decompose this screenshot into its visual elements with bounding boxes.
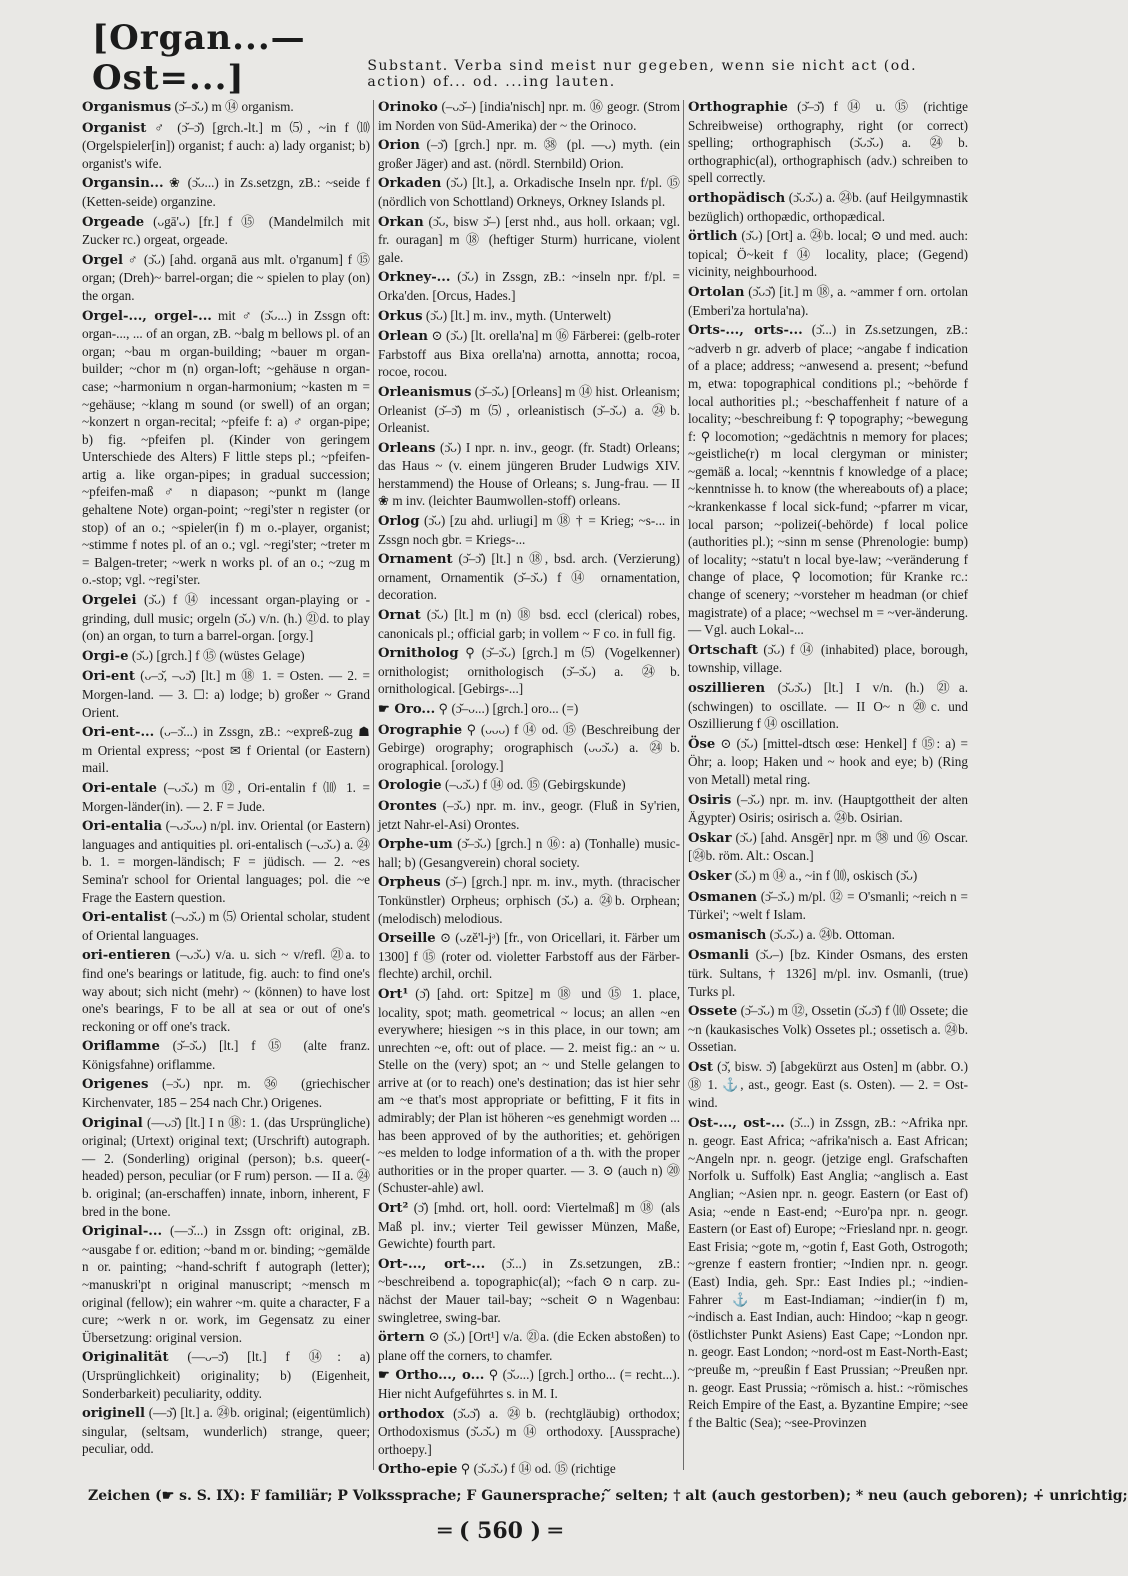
dictionary-entry: [82, 174, 370, 210]
entry-definition: ⚲ (ɔ̆–ɔ̆ᴗ) [grch.] m ⑸ (Vogelkenner) ornithologist; ornithologisch (ɔ̆–ɔ̆ᴗ) a. ㉔b. ornithological. [Gebirgs-...]: [378, 645, 680, 697]
entry-headword: ☛ Oro...: [378, 702, 436, 717]
dictionary-entry: [82, 1075, 370, 1111]
entry-definition: (ɔ̆ᴗ) [lt.] m (n) ⑱ bsd. eccl (clerical) robes, canonicals pl.; official garb; in vollem ~ F co. in full fig.: [378, 607, 680, 641]
dictionary-entry: [378, 327, 680, 381]
entry-headword: Ost: [688, 1059, 714, 1075]
dictionary-entry: [378, 700, 680, 719]
dictionary-entry: [688, 98, 968, 187]
entry-definition: (ɔ̆ᴗɔ̆) [it.] m ⑱, a. ~ammer f orn. ortolan (Emberi'za hortula'na).: [688, 283, 968, 318]
entry-headword: Orthographie: [688, 100, 788, 115]
entry-definition: (ɔ̆–ɔ̆ᴗ) [Orleans] m ⑭ hist. Orleanism; Orleanist (ɔ̆–ɔ̆) m ⑸, orleanistisch (ɔ̆–ɔ̆ᴗ) a. ㉔b. Orleanist.: [378, 383, 680, 436]
entry-definition: (ɔ̆ᴗ) m ⑭ a., ~in f ⑽, oskisch (ɔ̆ᴗ): [731, 867, 918, 883]
entry-headword: Orkus: [378, 308, 423, 324]
entry-definition: (ɔ̆ᴗɔ̆) a. ㉔b. (rechtgläubig) orthodox; Orthodoxismus (ɔ̆ᴗɔ̆ᴗ) m ⑭ orthodoxy. [Aussprache) orthoepy.]: [378, 1405, 680, 1457]
entry-definition: (–ᴗɔ̆ᴗᴗ) n/pl. inv. Oriental (or Eastern) languages and antiquities pl. ori-entalisch (–ᴗɔ̆ᴗ) a. ㉔b. 1. = morgen-ländisch; F = jüdisch. — 2. ~es Semina'r school for Oriental languages; pol. die ~e Frage the Eastern question.: [82, 818, 370, 905]
entry-definition: (ɔ̆...) in Zs.setzungen, zB.: ~adverb n gr. adverb of place; ~angabe f indication of a place; address; ~anwesend a. present; ~befund m, etwa: topographical conditions pl.; ~behörde f local authorities pl.; ~beschaffenheit f nature of a locality; ~beschreibung f: ⚲ topography; ~bewegung f: ⚲ locomotion; ~gedächtnis n memory for places; ~geistliche(r) m local clergyman or minister; ~gemäß a. local; ~kenntnis f knowledge of a place; ~kenntnisse h. to know (the whereabouts of) a place; ~krankenkasse f local sick-fund; ~pfarrer m vicar, local parson; ~polizei(-behörde) f local police (authorities pl.); ~sinn m sense (Phrenologie: bump) of locality; ~statu't n local bye-law; ~veränderung f change of place, ⚲ locomotion; für Kranke rc.: change of scenery; ~vorsteher m headman (or chief magistrate) of a place; ~wechsel m = ~ver-änderung. — Vgl. auch Lokal-...: [688, 322, 968, 638]
dictionary-entry: [82, 723, 370, 777]
entry-definition: (–ᴗɔ̆–) [india'nisch] npr. m. ⑯ geogr. (Strom im Norden von Süd-Amerika) der ~ the Orinoco.: [378, 99, 680, 133]
entry-definition: (––ᴗ–ɔ̆) [lt.] f ⑭: a) (Ursprünglichkeit) originality; b) (Eigenheit, Sonderbarkeit) peculiarity, oddity.: [82, 1349, 370, 1401]
entry-definition: (ɔ̆ᴗ–) [bz. Kinder Osmans, des ersten türk. Sultans, † 1326] m/pl. inv. Osmanli, (true) Turks pl.: [688, 947, 968, 999]
dictionary-entry: [378, 512, 680, 548]
entry-definition: mit ♂ (ɔ̆ᴗ...) in Zssgn oft: organ-..., ... of an organ, zB. ~balg m bellows pl. of an organ; ~bau m organ-building; ~bauer m organ-builder; ~chor m (n) organ-loft; ~gehäuse n organ-case; ~harmonium n organ-harmonium; ~kasten m = ~gehäuse; ~klang m sound (or swell) of an organ; ~konzert n organ-recital; ~pfeife f: a) ♂ organ-pipe; b) fig. ~pfeifen pl. (Kinder von geringem Unterschiede des Alters) F little steps pl.; ~pfeifen-artig a. like organ-pipes; in gradual succession; ~pfeifen-maß ♂ n diapason; ~punkt m (lange gehaltene Note) organ-point; ~regi'ster n register (or stop) of an o.; ~spieler(in f) m o.-player, organist; ~stimme f notes pl. of an o.; vgl. ~regi'ster; ~treter m = Balgen-treter; ~werk n works pl. of an o.; ~zug m o.-stop; vgl. ~regi'ster.: [82, 307, 370, 588]
entry-headword: Ost-..., ost-...: [688, 1115, 785, 1131]
entry-definition: (–ᴗɔ̆ᴗ) v/a. u. sich ~ v/refl. ㉑a. to find one's bearings or latitude, fig. auch: to find one's way about; sich nicht (mehr) ~ (können) to have lost one's bearings, F to be all at sea or out of one's reckoning or off one's track.: [82, 947, 370, 1034]
column-divider: [373, 100, 374, 1470]
entry-definition: (ɔ̆) [ahd. ort: Spitze] m ⑱ und ⑮ 1. place, locality, spot; math. geometrical ~ locus; an allen ~en everywhere; hiesigen ~s in this place, in our town; am unrechten ~e, oft: out of place. — 2. meist fig.: an ~ u. Stelle on the (very) spot; an ~ und Stelle gelangen to arrive at (or to reach) one's destination; das ist hier sehr am ~e that's most appropriate or befitting, F it fits in admirably; der Plan ist höheren ~es genehmigt worden ... has been approved of by the authorities; et. gehörigen ~es melden to lodge information of a th. with the proper authorities or in the proper quarter. — 3. ⊙ (auch n) ⑳ (Schuster-ahle) awl.: [378, 985, 680, 1196]
column-3: [688, 98, 968, 1478]
entry-definition: (ɔ̆ᴗɔ̆ᴗ) a. ㉔b. (auf Heilgymnastik bezüglich) orthopædic, orthopædical.: [688, 189, 968, 224]
entry-headword: Ori-entalist: [82, 910, 168, 926]
dictionary-entry: [688, 888, 968, 924]
entry-definition: (ɔ̆–ɔ̆ᴗ) m ⑫, Ossetin (ɔ̆ᴗɔ̆) f ⑽ Ossete; die ~n (kaukasisches Volk) Ossetes pl.; ossetisch a. ㉔b. Ossetian.: [688, 1003, 968, 1055]
entry-headword: Öse: [688, 736, 716, 752]
entry-definition: (–ɔ̆) [grch.] npr. m. ㊳ (pl. ––ᴗ) myth. (ein großer Jäger) and ast. (nördl. Sternbild) Orion.: [378, 137, 680, 171]
dictionary-entry: [688, 189, 968, 225]
entry-headword: Orologie: [378, 778, 442, 794]
entry-headword: osmanisch: [688, 927, 767, 943]
entry-definition: (––ᴗɔ̆) [lt.] I n ⑱: 1. (das Ursprüngliche) original; (Urtext) original text; (Urschrift) autograph. — 2. (Sonderling) original (person); b.s. queer(-headed) person, peculiar (or F rum) person. — II a. ㉔b. original; (an-erschaffen) innate, inborn, inherent, F bred in the bone.: [82, 1114, 370, 1219]
dictionary-entry: [378, 1328, 680, 1364]
entry-definition: (ɔ̆ᴗ) [Ort] a. ㉔b. local; ⊙ und med. auch: topical; Ö~keit f ⑭ locality, place; (Gegend) vicinity, neighbourhood.: [688, 228, 968, 280]
entry-headword: Osmanli: [688, 948, 750, 964]
dictionary-entry: [82, 779, 370, 815]
entry-definition: (ɔ̆ᴗ) in Zssgn, zB.: ~inseln npr. f/pl. = Orka'den. [Orcus, Hades.]: [378, 269, 680, 303]
entry-headword: Orleans: [378, 440, 436, 456]
entry-definition: (ɔ̆ᴗɔ̆ᴗ) a. ㉔b. Ottoman.: [766, 926, 895, 942]
dictionary-entry: [378, 1199, 680, 1253]
entry-definition: ⚲ (ᴗᴗᴗ) f ⑭ od. ⑮ (Beschreibung der Gebirge) orography; orographisch (ᴗᴗɔ̆ᴗ) a. ㉔b. orographical. [orology.]: [378, 721, 680, 773]
entry-headword: Oskar: [688, 830, 732, 846]
entry-definition: (ɔ̆ᴗɔ̆ᴗ) [lt.] I v/n. (h.) ㉑a. (schwingen) to oscillate. — II O~ n ⑳c. und Oszillierung f ⑭ oscillation.: [688, 680, 968, 732]
entry-headword: Originalität: [82, 1350, 169, 1366]
entry-definition: (ɔ̆ᴗ) [grch.] f ⑮ (wüstes Gelage): [128, 647, 305, 663]
symbol-legend: Zeichen (☛ s. S. IX): F familiär; P Volkssprache; F Gaunersprache; ᷉ selten; † alt (auch gestorben); * neu (auch geboren); +̇ unrichtig;: [88, 1488, 1128, 1504]
dictionary-entry: [378, 776, 680, 795]
entry-headword: Ori-ent: [82, 669, 135, 685]
entry-headword: Ort¹: [378, 986, 409, 1002]
entry-headword: Orgeade: [82, 214, 145, 230]
entry-definition: ❀ (ɔ̆ᴗ...) in Zs.setzgn, zB.: ~seide f (Ketten-seide) organzine.: [82, 175, 370, 209]
entry-headword: Organsin...: [82, 176, 164, 192]
entry-headword: Ori-ent-...: [82, 725, 155, 741]
entry-headword: ☛ Ortho..., o...: [378, 1368, 485, 1384]
entry-headword: örtern: [378, 1330, 425, 1346]
entry-headword: Orlog: [378, 514, 420, 530]
entry-definition: (ɔ̆–ɔ̆ᴗ) [lt.] f ⑮ (alte franz. Königsfahne) oriflamme.: [82, 1038, 370, 1072]
entry-definition: ⊙ (ɔ̆ᴗ) [Ort¹] v/a. ㉑a. (die Ecken abstoßen) to plane off the corners, to chamfer.: [378, 1329, 680, 1363]
dictionary-entry: [378, 1255, 680, 1326]
entry-headword: Orgi-e: [82, 648, 129, 664]
dictionary-entry: [82, 251, 370, 305]
entry-headword: orthopädisch: [688, 190, 786, 206]
entry-headword: orthodox: [378, 1406, 445, 1422]
dictionary-entry: [378, 721, 680, 775]
dictionary-entry: [688, 679, 968, 733]
entry-headword: Orkney-...: [378, 270, 451, 286]
entry-headword: Ornat: [378, 608, 421, 624]
running-head: [Organ...—Ost=...]: [92, 18, 306, 98]
dictionary-entry: [688, 283, 968, 319]
dictionary-entry: [378, 606, 680, 642]
entry-definition: (ɔ̆ᴗ) [zu ahd. urliugi] m ⑱ † = Krieg; ~s-... in Zssgn noch gbr. = Kriegs-...: [378, 513, 680, 547]
entry-headword: originell: [82, 1406, 145, 1422]
dictionary-entry: [82, 908, 370, 944]
entry-definition: ⊙ (ɔ̆ᴗ) [lt. orella'na] m ⑯ Färberei: (gelb-roter Farbstoff aus Bixa orella'na) arnotta, annotta; rocoa, rocoe, rocou.: [378, 328, 680, 380]
entry-headword: Ossete: [688, 1004, 738, 1020]
dictionary-entry: [378, 929, 680, 983]
entry-headword: Orinoko: [378, 100, 438, 115]
entry-definition: (–ᴗɔ̆ᴗ) m ⑫, Ori-entalin f ⑽ 1. = Morgen-länder(in). — 2. F = Jude.: [82, 779, 370, 814]
dictionary-entry: [378, 268, 680, 304]
entry-definition: (–ɔ̆ᴗ) npr. m. inv., geogr. (Fluß in Sy'rien, jetzt Nahr-el-Asi) Orontes.: [378, 797, 680, 832]
entry-headword: Orleanismus: [378, 384, 472, 400]
entry-definition: ⚲ (ɔ̆–ᴗ...) [grch.] oro... (=): [435, 701, 579, 716]
entry-headword: Orts-..., orts-...: [688, 323, 803, 339]
entry-definition: (ɔ̆–) [grch.] npr. m. inv., myth. (thracischer Tonkünstler) Orpheus; orphisch (ɔ̆ᴗ) a. ㉔b. Orphean; (melodisch) melodious.: [378, 874, 680, 926]
dictionary-entry: [82, 98, 370, 117]
dictionary-entry: [688, 1058, 968, 1112]
dictionary-entry: [82, 1037, 370, 1073]
dictionary-entry: [378, 213, 680, 267]
dictionary-entry: [378, 985, 680, 1197]
entry-headword: Oriflamme: [82, 1039, 160, 1055]
dictionary-entry: [378, 835, 680, 871]
entry-definition: ⚲ (ɔ̆ᴗ...) [grch.] ortho... (= recht...). Hier nicht Aufgeführtes s. in M. I.: [378, 1367, 680, 1401]
entry-headword: Osiris: [688, 792, 732, 808]
dictionary-entry: [688, 946, 968, 1000]
entry-headword: Organist: [82, 120, 147, 136]
entry-headword: Orgel-..., orgel-...: [82, 308, 212, 324]
entry-definition: (ᴗgā'ᴗ) [fr.] f ⑮ (Mandelmilch mit Zucker rc.) orgeat, orgeade.: [82, 213, 370, 248]
entry-definition: (ɔ̆ᴗ) [ahd. Ansgēr] npr. m ㊳ und ⑯ Oscar. [㉔b. röm. Alt.: Oscan.]: [688, 829, 968, 864]
dictionary-entry: [378, 550, 680, 604]
entry-headword: Orkaden: [378, 176, 442, 192]
entry-headword: Orphe-um: [378, 837, 453, 853]
dictionary-entry: [82, 213, 370, 249]
entry-definition: (ɔ̆) [mhd. ort, holl. oord: Viertelmaß] m ⑱ (als Maß pl. inv.; vierter Teil gewisser Münzen, Maße, Gewichte) fourth part.: [378, 1200, 680, 1252]
entry-headword: Osker: [688, 868, 732, 884]
entry-definition: (ɔ̆–ɔ̆ᴗ) [grch.] n ⑯: a) (Tonhalle) music-hall; b) (Gesangverein) choral society.: [378, 836, 680, 870]
dictionary-entry: [82, 307, 370, 590]
entry-headword: Organismus: [82, 100, 172, 115]
entry-headword: oszillieren: [688, 681, 766, 696]
entry-headword: Origenes: [82, 1077, 149, 1093]
dictionary-entry: [82, 119, 370, 173]
page-header: [92, 18, 972, 98]
dictionary-entry: [82, 1348, 370, 1402]
column-1: [82, 98, 370, 1478]
entry-definition: (––ɔ̆...) in Zssgn oft: original, zB. ~ausgabe f or. edition; ~band m or. binding; ~gemälde n or. painting; ~hand-schrift f autograph (letter); ~manuskri'pt n original manuscript; ~mensch m original (fellow); ein wahrer ~m. quite a character, F a cure; ~werk n or. work, im Gegensatz zu einer Übersetzung: original version.: [82, 1223, 370, 1345]
entry-definition: (–ᴗɔ̆ᴗ) f ⑭ od. ⑮ (Gebirgskunde): [441, 777, 626, 793]
dictionary-entry: [378, 174, 680, 210]
entry-definition: (–ɔ̆ᴗ) npr. m. inv. (Hauptgottheit der alten Ägypter) Osiris; osirisch a. ㉔b. Osirian.: [688, 791, 968, 826]
entry-definition: ⊙ (ᴗzĕ'l-jᵊ) [fr., von Oricellari, it. Färber um 1300] f ⑮ (roter od. violetter Farbstoff aus der Färber-flechte) archil, orchil.: [378, 930, 680, 982]
entry-definition: (ɔ̆–ɔ̆ᴗ) m ⑭ organism.: [171, 99, 294, 114]
entry-headword: Ort²: [378, 1201, 409, 1217]
entry-definition: (ɔ̆ᴗ) I npr. n. inv., geogr. (fr. Stadt) Orleans; das Haus ~ (v. einem jüngeren Bruder Ludwigs XIV. herstammend) the House of Orleans; s. Jung-frau. — II ❀ m inv. (leichter Baumwollen-stoff) orleans.: [378, 439, 680, 509]
entry-headword: Orseille: [378, 931, 436, 947]
entry-headword: Osmanen: [688, 889, 757, 905]
entry-headword: Ortolan: [688, 284, 745, 300]
dictionary-entry: [688, 1002, 968, 1056]
dictionary-entry: [378, 136, 680, 172]
page-number: ═ ( 560 ) ═: [438, 1518, 562, 1544]
entry-headword: Original-...: [82, 1224, 163, 1240]
entry-definition: (ɔ̆, bisw. ɔ̆) [abgekürzt aus Osten] m (abbr. O.) ⑱ 1. ⚓, ast., geogr. East (s. Osten). — 2. = Ost-wind.: [688, 1058, 968, 1111]
entry-headword: Orographie: [378, 722, 463, 738]
dictionary-entry: [82, 591, 370, 645]
dictionary-entry: [688, 791, 968, 827]
entry-definition: ♂ (ɔ̆–ɔ̆) [grch.-lt.] m ⑸, ~in f ⑽ (Orgelspieler[in]) organist; f auch: a) lady organist; b) organist's wife.: [82, 119, 370, 171]
entry-definition: ♂ (ɔ̆ᴗ) [ahd. organā aus mlt. o'rganum] f ⑮ organ; (Dreh)~ barrel-organ; die ~ spielen to play (on) the organ.: [82, 251, 370, 303]
entry-definition: (–ᴗɔ̆ᴗ) m ⑸ Oriental scholar, student of Oriental languages.: [82, 909, 370, 943]
entry-headword: Ort-..., ort-...: [378, 1256, 486, 1272]
entry-definition: (–ɔ̆ᴗ) npr. m. ㊱ (griechischer Kirchenvater, 185 – 254 nach Chr.) Origenes.: [82, 1076, 370, 1111]
entry-headword: Ortho-epie: [378, 1462, 458, 1478]
dictionary-entry: [378, 1460, 680, 1479]
entry-headword: Orgel: [82, 252, 124, 268]
dictionary-entry: [688, 1114, 968, 1432]
entry-headword: Ortschaft: [688, 642, 758, 658]
entry-definition: (ɔ̆ᴗ, bisw ɔ̆–) [erst nhd., aus holl. orkaan; vgl. fr. ouragan] m ⑱ (heftiger Sturm) hurricane, violent gale.: [378, 213, 680, 265]
dictionary-entry: [82, 1222, 370, 1346]
dictionary-entry: [378, 873, 680, 927]
entry-headword: ori-entieren: [82, 948, 171, 964]
dictionary-entry: [688, 321, 968, 639]
entry-headword: Original: [82, 1115, 143, 1131]
dictionary-entry: [688, 735, 968, 789]
entry-headword: Orkan: [378, 214, 424, 230]
dictionary-entry: [378, 644, 680, 698]
column-2: [378, 98, 680, 1478]
entry-definition: (ɔ̆–ɔ̆) [lt.] n ⑱, bsd. arch. (Verzierung) ornament, Ornamentik (ɔ̆–ɔ̆ᴗ) f ⑭ ornamentation, decoration.: [378, 551, 680, 603]
dictionary-entry: [688, 641, 968, 677]
entry-definition: (ɔ̆–ɔ̆) f ⑭ u. ⑮ (richtige Schreibweise) orthography, right (or correct) spelling; orthographisch (ɔ̆ᴗɔ̆ᴗ) a. ㉔b. orthographic(al), orthographisch (adv.) schreiben to spell correctly.: [688, 99, 968, 186]
dictionary-entry: [688, 829, 968, 865]
dictionary-entry: [82, 667, 370, 721]
entry-headword: Ornament: [378, 552, 453, 568]
entry-headword: örtlich: [688, 229, 738, 245]
entry-headword: Ornitholog: [378, 646, 459, 662]
entry-headword: Ori-entale: [82, 780, 157, 796]
entry-definition: (ɔ̆–ɔ̆ᴗ) m/pl. ⑫ = O'smanli; ~reich n = Türkei'; ~welt f Islam.: [688, 888, 968, 923]
dictionary-entry: [378, 1405, 680, 1459]
entry-definition: (ᴗ–ɔ̆, –ᴗɔ̆) [lt.] m ⑱ 1. = Osten. — 2. = Morgen-land. — 3. ☐: a) lodge; b) großer ~ Grand Orient.: [82, 668, 370, 720]
entry-definition: (––ɔ̆) [lt.] a. ㉔b. original; (eigentümlich) singular, (seltsam, wunderlich) strange, queer; peculiar, odd.: [82, 1405, 370, 1457]
entry-headword: Orion: [378, 138, 420, 154]
dictionary-entry: [378, 797, 680, 833]
entry-definition: (ɔ̆ᴗ) f ⑭ incessant organ-playing or -grinding, dull music; orgeln (ɔ̆ᴗ) v/n. (h.) ㉑d. to play (on) an organ, to turn a barrel-organ. [orgy.]: [82, 592, 370, 644]
entry-definition: (ɔ̆ᴗ) [lt.] m. inv., myth. (Unterwelt): [422, 307, 612, 323]
entry-definition: (ɔ̆ᴗ) [lt.], a. Orkadische Inseln npr. f/pl. ⑮ (nördlich von Schottland) Orkneys, Orkney Islands pl.: [378, 175, 680, 209]
entry-definition: ⚲ (ɔ̆ᴗɔ̆ᴗ) f ⑭ od. ⑮ (richtige: [457, 1461, 616, 1477]
dictionary-entry: [378, 439, 680, 510]
entry-definition: ⊙ (ɔ̆ᴗ) [mittel-dtsch œse: Henkel] f ⑮: a) = Öhr; a. loop; Haken und ~ hook and eye; b) (Ring von Metall) metal ring.: [688, 735, 968, 787]
entry-definition: (ɔ̆...) in Zssgn, zB.: ~Afrika npr. n. geogr. East Africa; ~afrika'nisch a. East African; ~Angeln npr. n. geogr. (jetzige engl. Grafschaften Norfolk u. Suffolk) East Anglia; ~anglisch a. East Anglian; ~Asien npr. n. geogr. Eastern (or East of) Asia; ~ende n East-end; ~Euro'pa npr. n. geogr. Eastern (or East of) Europe; ~Friesland npr. n. geogr. East Frisia; ~gote m, ~gotin f, East Goth, Ostrogoth; ~grenze f eastern frontier; ~Indien npr. n. geogr. (East) India, geh. Spr.: East Indies pl.; ~indien-Fahrer ⚓ m East-Indiaman; ~indier(in f) m, ~indisch a. East Indian, auch: Hindoo; ~kap n geogr. (östlichster Punkt Asiens) East Cape; ~London npr. n. geogr. East London; ~nord-ost m East-North-East; ~preuße m, ~preußin f East Prussian; ~Preußen npr. n. geogr. East Prussia; ~römisch a. hist.: ~römisches Reich Empire of the East, a. Byzantine Empire; ~see f the Baltic (Sea); ~see-Provinzen: [688, 1114, 968, 1430]
dictionary-entry: [82, 817, 370, 906]
entry-headword: Orlean: [378, 329, 428, 345]
header-note: Substant. Verba sind meist nur gegeben, wenn sie nicht act (od. action) of... od. ...ing lauten.: [367, 58, 918, 90]
column-divider: [683, 100, 684, 1470]
entry-headword: Orpheus: [378, 875, 441, 891]
dictionary-entry: [378, 383, 680, 437]
entry-headword: Orontes: [378, 798, 437, 814]
entry-definition: (ɔ̆ᴗ) f ⑭ (inhabited) place, borough, township, village.: [688, 641, 968, 676]
entry-definition: (ᴗ–ɔ̆...) in Zssgn, zB.: ~expreß-zug ☗ m Oriental express; ~post ✉ f Oriental (or Eastern) mail.: [82, 724, 370, 776]
entry-headword: Ori-entalia: [82, 819, 163, 835]
entry-headword: Orgelei: [82, 593, 137, 609]
dictionary-entry: [378, 307, 680, 326]
dictionary-entry: [688, 926, 968, 945]
dictionary-entry: [378, 98, 680, 134]
dictionary-entry: [688, 867, 968, 886]
dictionary-entry: [688, 227, 968, 281]
dictionary-entry: [82, 1404, 370, 1458]
entry-definition: (ɔ̆...) in Zs.setzungen, zB.: ~beschreibend a. topographic(al); ~fach ⊙ n carp. zu-nächst der Mauer tail-bay; ~scheit ⊙ n Wagenbau: swingletree, swing-bar.: [378, 1255, 680, 1325]
dictionary-entry: [82, 647, 370, 666]
dictionary-entry: [82, 1114, 370, 1221]
dictionary-entry: [82, 946, 370, 1035]
dictionary-entry: [378, 1366, 680, 1402]
